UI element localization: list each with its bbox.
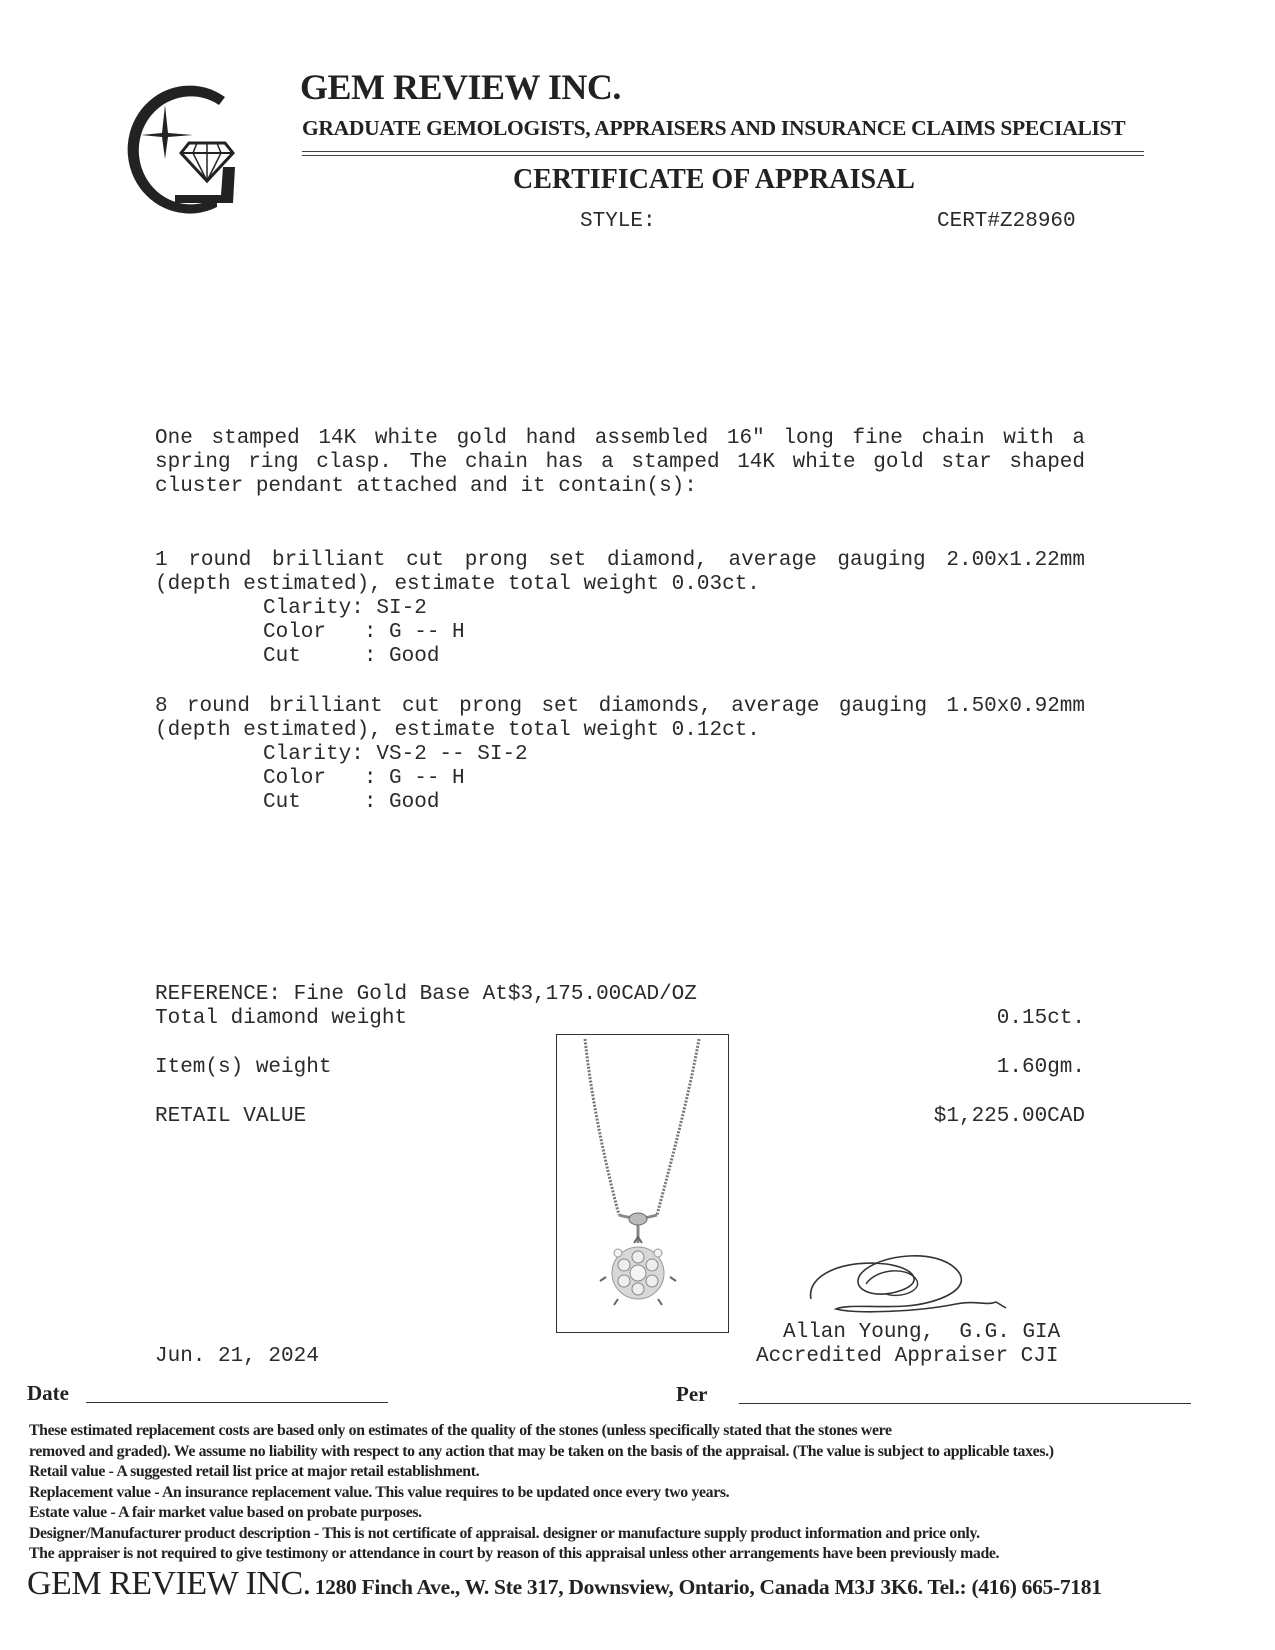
stone-color: Color : G -- H (263, 621, 465, 644)
date-label: Date (27, 1381, 69, 1405)
stone-cut: Cut : Good (263, 791, 440, 814)
item-description: One stamped 14K white gold hand assembled 16" long fine chain with a spring ring clasp. The chain has a stamped 14K white gold star shaped cluster pendant attached and it contain(s): (155, 427, 1085, 498)
per-signature-line (739, 1403, 1191, 1404)
stone-block (155, 549, 1085, 669)
header-rule (302, 155, 1144, 156)
pendant-image (557, 1035, 727, 1331)
stone-cut: Cut : Good (263, 645, 440, 668)
company-name: GEM REVIEW INC. (300, 67, 621, 107)
disclaimer-line: Estate value - A fair market value based on probate purposes. (29, 1504, 422, 1521)
gold-reference: REFERENCE: Fine Gold Base At$3,175.00CAD/OZ (155, 983, 697, 1006)
header-rule (302, 151, 1144, 152)
certificate-title: CERTIFICATE OF APPRAISAL (513, 164, 915, 195)
disclaimer-line: removed and graded). We assume no liability with respect to any action that may be taken on the basis of the appraisal. (The value is subject to applicable taxes.) (29, 1442, 1054, 1460)
items-weight-value: 1.60gm. (996, 1056, 1085, 1079)
appraiser-name: Allan Young, G.G. GIA (783, 1321, 1061, 1344)
stone-clarity: Clarity: SI-2 (263, 597, 427, 620)
disclaimer-line: These estimated replacement costs are based only on estimates of the quality of the stones (unless specifically stated that the stones were (29, 1422, 892, 1439)
retail-value-label: RETAIL VALUE (155, 1105, 307, 1128)
company-tagline: GRADUATE GEMOLOGISTS, APPRAISERS AND INSURANCE CLAIMS SPECIALIST (302, 116, 1126, 140)
items-weight-label: Item(s) weight (155, 1056, 332, 1079)
date-signature-line (86, 1402, 388, 1403)
disclaimer-line: Retail value - A suggested retail list price at major retail establishment. (29, 1463, 480, 1480)
pendant-photo (556, 1034, 729, 1333)
cert-number: CERT#Z28960 (937, 210, 1076, 233)
footer-address: 1280 Finch Ave., W. Ste 317, Downsview, Ontario, Canada M3J 3K6. Tel.: (416) 665-7181 (314, 1575, 1102, 1599)
stone-block (155, 695, 1085, 815)
per-label: Per (676, 1382, 708, 1406)
disclaimers (29, 1421, 1269, 1565)
appraiser-title: Accredited Appraiser CJI (756, 1345, 1059, 1368)
total-diamond-weight-label: Total diamond weight (155, 1007, 408, 1030)
stone-color: Color : G -- H (263, 767, 465, 790)
disclaimer-line: The appraiser is not required to give testimony or attendance in court by reason of this appraisal unless other arrangements have been previously made. (29, 1545, 1000, 1562)
total-diamond-weight-value: 0.15ct. (996, 1007, 1085, 1030)
disclaimer-line: Replacement value - An insurance replacement value. This value requires to be updated once every two years. (29, 1483, 730, 1501)
disclaimer-line: Designer/Manufacturer product description - This is not certificate of appraisal. designer or manufacture supply product information and price only. (29, 1524, 980, 1542)
retail-value-value: $1,225.00CAD (933, 1105, 1085, 1128)
style-label: STYLE: (580, 210, 656, 233)
company-logo (105, 75, 255, 225)
total-diamond-weight-row (155, 1007, 1085, 1030)
stone-description: 1 round brilliant cut prong set diamond, average gauging 2.00x1.22mm (depth estimated), estimate total weight 0.03ct. (155, 549, 1085, 596)
appraisal-date: Jun. 21, 2024 (155, 1345, 319, 1368)
stone-description: 8 round brilliant cut prong set diamonds, average gauging 1.50x0.92mm (depth estimated), estimate total weight 0.12ct. (155, 695, 1085, 742)
footer-company-name: GEM REVIEW INC. (27, 1565, 311, 1602)
stone-clarity: Clarity: VS-2 -- SI-2 (263, 743, 528, 766)
footer (27, 1565, 1102, 1603)
